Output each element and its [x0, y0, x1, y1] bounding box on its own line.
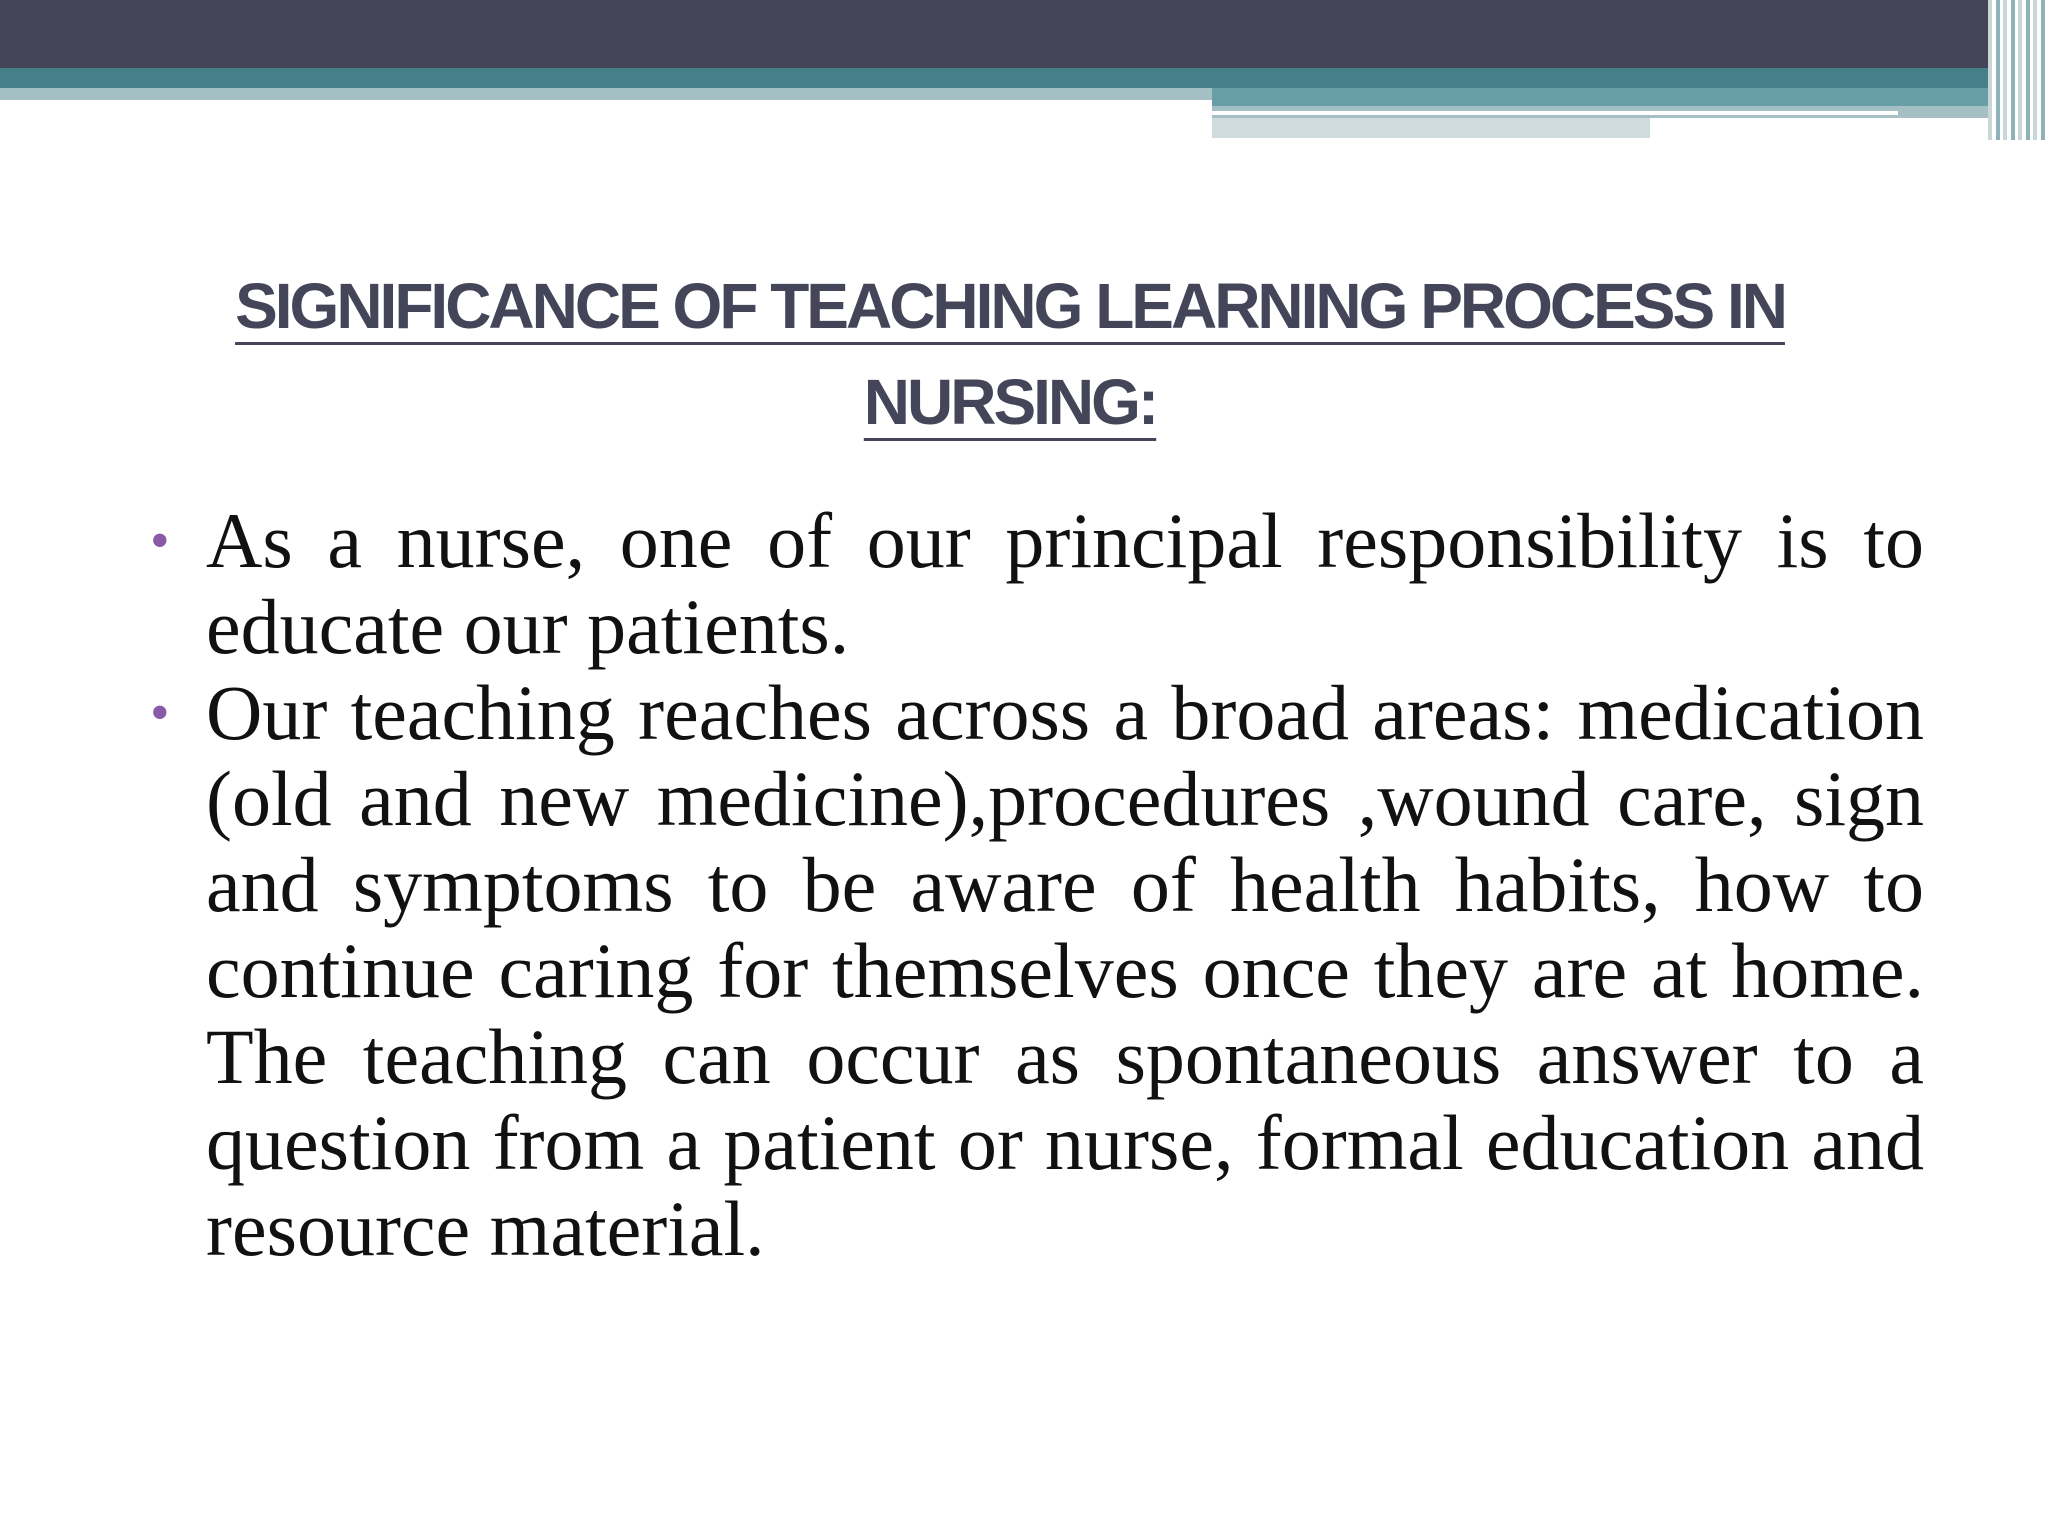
bullet-item — [140, 670, 1924, 1272]
bullet-dot-icon: • — [150, 682, 170, 744]
header-band-light — [0, 88, 1212, 100]
header-band-teal — [0, 68, 2048, 88]
header-edge-stripes — [1988, 0, 2048, 140]
header-band-right-pale — [1212, 118, 1650, 138]
slide-title-text: SIGNIFICANCE OF TEACHING LEARNING PROCESS IN NURSING: — [235, 270, 1785, 438]
header-band-right-teal — [1212, 88, 2048, 106]
bullet-dot-icon: • — [150, 510, 170, 572]
bullet-item — [140, 498, 1924, 670]
bullet-text: Our teaching reaches across a broad areas: medication (old and new medicine),procedures ,wound care, sign and symptoms to be aware of health habits, how to continue caring for themselves once they are at home. The teaching can occur as spontaneous answer to a question from a patient or nurse, formal education and resource material. — [206, 669, 1924, 1272]
header-band-dark — [0, 0, 2048, 68]
bullet-list — [140, 498, 1924, 1272]
slide-title — [120, 258, 1900, 450]
bullet-text: As a nurse, one of our principal responsibility is to educate our patients. — [206, 497, 1924, 670]
header-band-divider — [1212, 111, 1898, 115]
